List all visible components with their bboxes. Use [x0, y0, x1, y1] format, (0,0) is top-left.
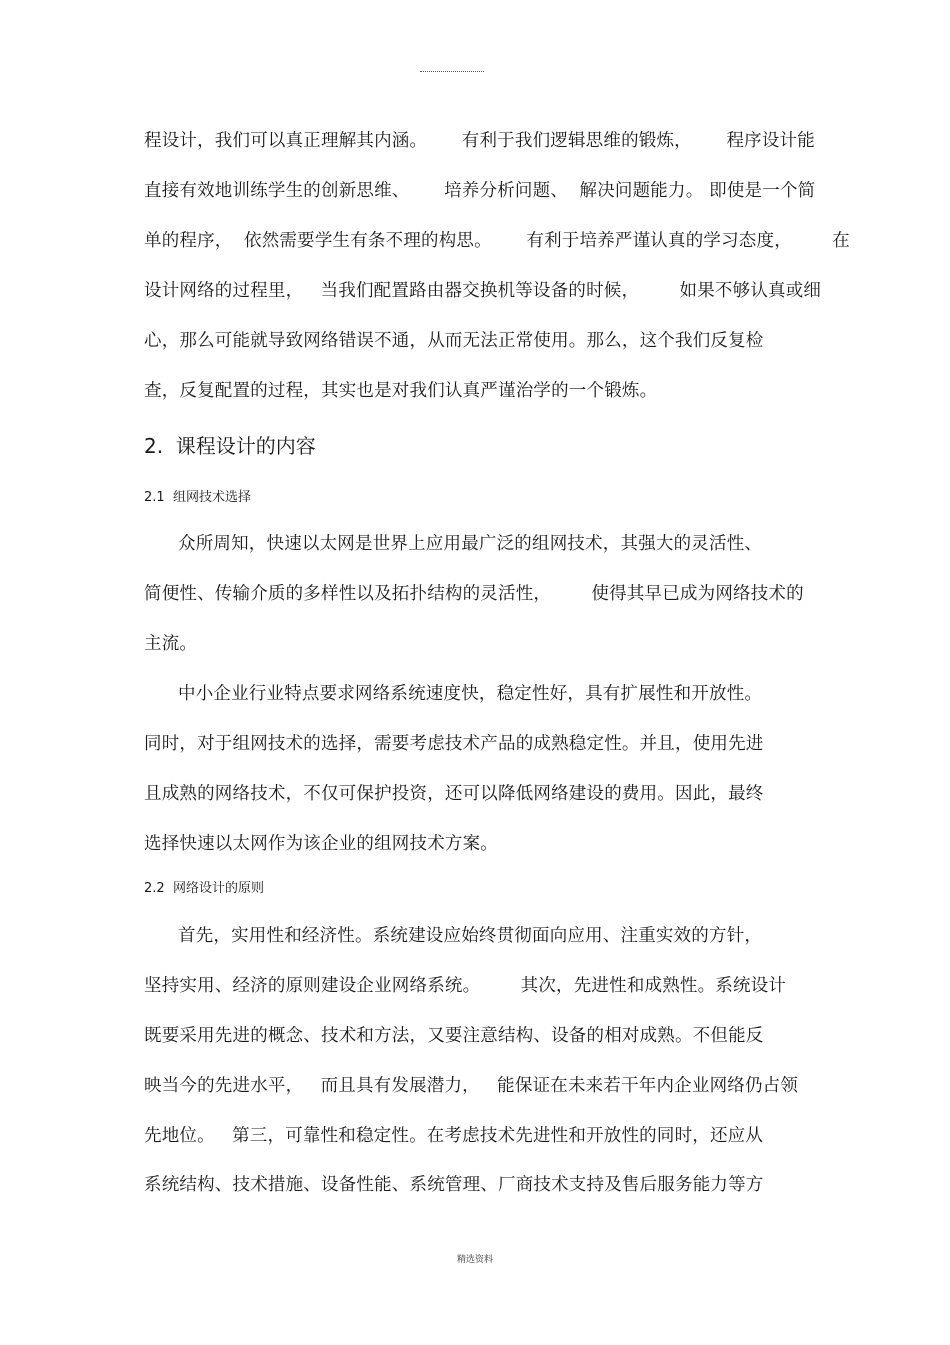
header-rule [420, 71, 484, 72]
paragraph-line: 先地位。 第三，可靠性和稳定性。在考虑技术先进性和开放性的同时，还应从 [144, 1126, 764, 1146]
paragraph-line: 主流。 [144, 634, 198, 654]
paragraph-line: 中小企业行业特点要求网络系统速度快，稳定性好，具有扩展性和开放性。 [178, 684, 763, 704]
paragraph-line: 设计网络的过程里， 当我们配置路由器交换机等设备的时候， 如果不够认真或细 [144, 281, 822, 301]
paragraph-line: 首先，实用性和经济性。系统建设应始终贯彻面向应用、注重实效的方针， [178, 926, 763, 946]
paragraph-line: 选择快速以太网作为该企业的组网技术方案。 [144, 834, 498, 854]
paragraph-line: 直接有效地训练学生的创新思维、 培养分析问题、 解决问题能力。 即使是一个简 [144, 181, 816, 201]
paragraph-line: 同时，对于组网技术的选择，需要考虑技术产品的成熟稳定性。并且，使用先进 [144, 734, 764, 754]
paragraph-line: 单的程序， 依然需要学生有条不理的构思。 有利于培养严谨认真的学习态度， 在 [144, 231, 850, 251]
subsection-heading: 2.1 组网技术选择 [144, 490, 251, 505]
section-heading: 2. 课程设计的内容 [144, 434, 316, 458]
paragraph-line: 且成熟的网络技术，不仅可保护投资，还可以降低网络建设的费用。因此，最终 [144, 784, 764, 804]
paragraph-line: 查，反复配置的过程，其实也是对我们认真严谨治学的一个锻炼。 [144, 381, 658, 401]
paragraph-line: 映当今的先进水平， 而且具有发展潜力， 能保证在未来若干年内企业网络仍占领 [144, 1076, 799, 1096]
paragraph-line: 系统结构、技术措施、设备性能、系统管理、厂商技术支持及售后服务能力等方 [144, 1175, 764, 1195]
paragraph-line: 心，那么可能就导致网络错误不通，从而无法正常使用。那么，这个我们反复检 [144, 331, 764, 351]
page-footer: 精选资料 [456, 1255, 493, 1265]
paragraph-line: 简便性、传输介质的多样性以及拓扑结构的灵活性， 使得其早已成为网络技术的 [144, 584, 804, 604]
subsection-heading: 2.2 网络设计的原则 [144, 881, 264, 896]
paragraph-line: 坚持实用、经济的原则建设企业网络系统。 其次，先进性和成熟性。系统设计 [144, 976, 787, 996]
paragraph-line: 既要采用先进的概念、技术和方法，又要注意结构、设备的相对成熟。不但能反 [144, 1026, 764, 1046]
paragraph-line: 程设计，我们可以真正理解其内涵。 有利于我们逻辑思维的锻炼， 程序设计能 [144, 131, 815, 151]
paragraph-line: 众所周知，快速以太网是世界上应用最广泛的组网技术，其强大的灵活性、 [178, 534, 763, 554]
